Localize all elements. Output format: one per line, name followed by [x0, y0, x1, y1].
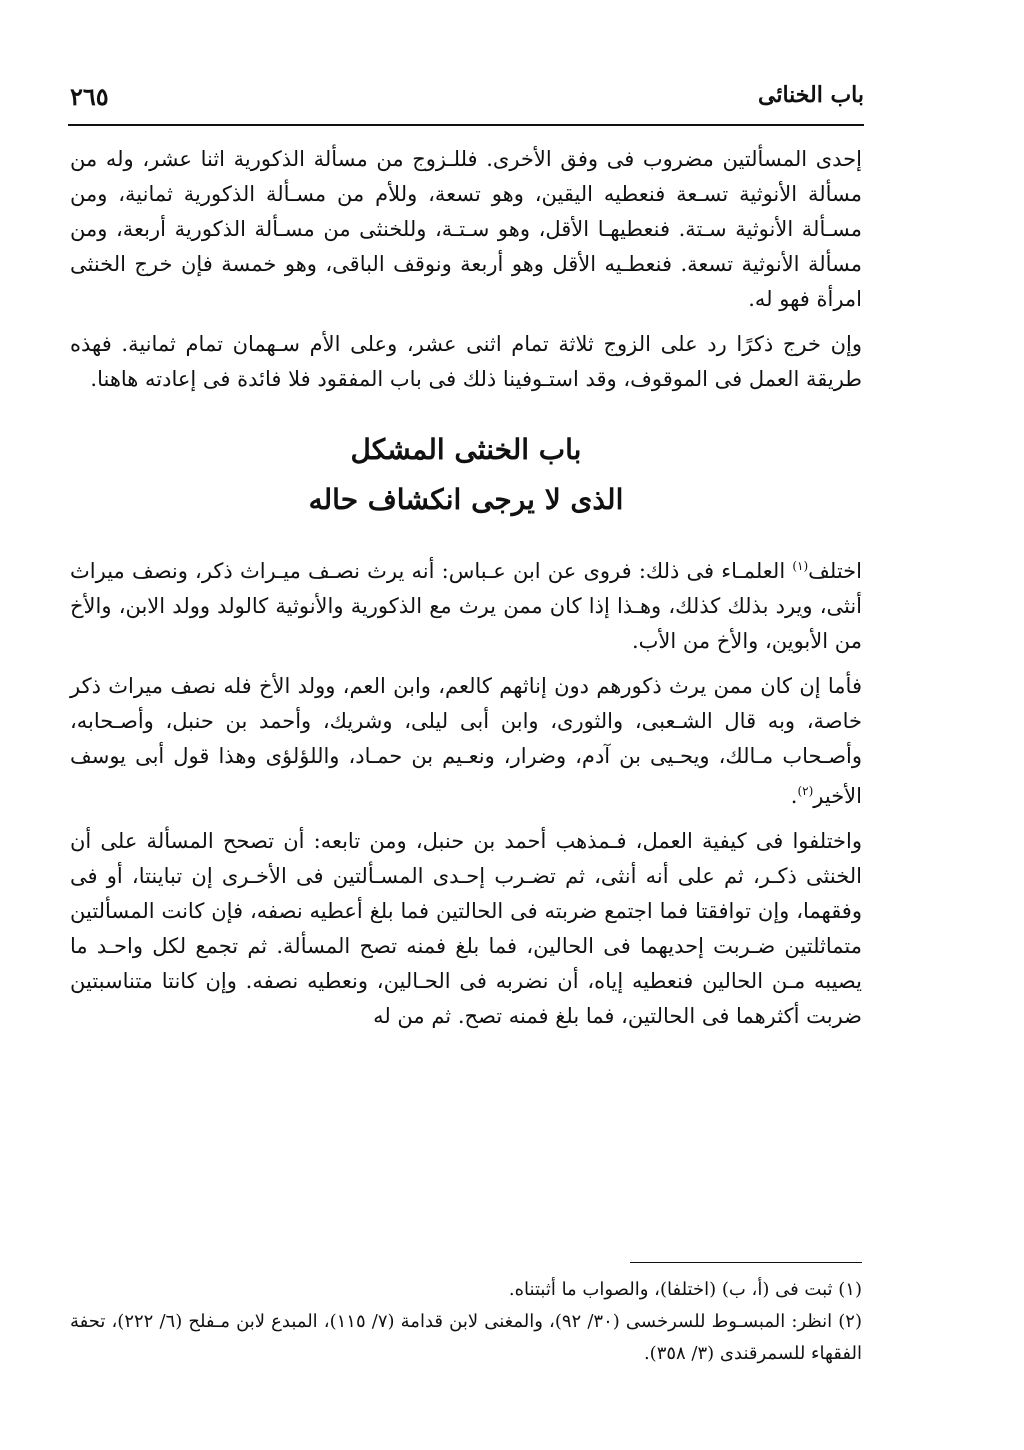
paragraph-3-start: اختلف [808, 559, 862, 583]
paragraph-4 [70, 669, 862, 814]
paragraph-4-end: . [790, 784, 798, 808]
paragraph-5: واختلفوا فى كيفية العمل، فـمذهب أحمد بن حنبل، ومن تابعه: أن تصحح المسألة على أن الخنثى ذكـر، ثم على أنه أنثى، ثم تضـرب إحـدى المسـألتين فى الأخـرى إن تباينتا، أو فى وفقهما، وإن توافقتا فما اجتمع ضربته فى الحالتين فما بلغ أعطيه نصفه، فإن كانت المسألتين متماثلتين ضـربت إحديهما فى الحالين، فما بلغ فمنه تصح المسألة. ثم تجمع لكل واحـد ما يصيبه مـن الحالين فنعطيه إياه، أن نضربه فى الحـالين، ونعطيه نصفه. وإن كانتا متناسبتين ضربت أكثرهما فى الحالتين، فما بلغ فمنه تصح. ثم من له [70, 829, 862, 1028]
section-title [70, 425, 862, 525]
running-title: باب الخنائى [757, 82, 864, 108]
running-head [70, 82, 864, 122]
footnote-ref-1: (١) [792, 559, 809, 573]
paragraph-3-rest: العلمـاء فى ذلك: فروى عن ابن عـباس: أنه يرث نصـف ميـراث ذكر، ونصف ميراث أنثى، ويرد بذلك كذلك، وهـذا إذا كان ممن يرث مع الذكورية والأنوثية كالولد وولد الابن، والأخ من الأبوين، والأخ من الأب. [70, 559, 862, 653]
footnote-rule [630, 1262, 862, 1263]
paragraph-2: وإن خرج ذكرًا رد على الزوج ثلاثة تمام اثنى عشر، وعلى الأم سـهمان تمام ثمانية. فهذه طريقة العمل فى الموقوف، وقد استـوفينا ذلك فى باب المفقود فلا فائدة فى إعادته هاهنا. [70, 332, 862, 391]
section-title-line-2: الذى لا يرجى انكشاف حاله [308, 483, 624, 516]
section-title-line-1: باب الخنثى المشكل [350, 433, 582, 466]
footnote-1: (١) ثبت فى (أ، ب) (اختلفا)، والصواب ما أثبتناه. [508, 1279, 862, 1300]
footnote-ref-2: (٢) [797, 784, 814, 798]
main-text [70, 142, 862, 1044]
paragraph-4-main: فأما إن كان ممن يرث ذكورهم دون إناثهم كالعم، وابن العم، وولد الأخ فله نصف ميراث ذكر خاصة، وبه قال الشـعبى، والثورى، وابن أبى ليلى، وشريك، وأحمد بن حنبل، وأصـحابه، وأصـحاب مـالك، ويحـيى بن آدم، وضرار، ونعـيم بن حمـاد، واللؤلؤى وهذا قول أبى يوسف الأخير [70, 674, 862, 808]
paragraph-3 [70, 549, 862, 659]
paragraph-1: إحدى المسألتين مضروب فى وفق الأخرى. فللـزوج من مسألة الذكورية اثنا عشر، وله من مسألة الأنوثية تسـعة فنعطيه اليقين، وهو تسعة، وللأم من مسـألة الذكورية ثمانية، ومن مسـألة الأنوثية سـتة. فنعطيهـا الأقل، وهو سـتـة، وللخنثى من مسـألة الذكورية أربعة، ومن مسألة الأنوثية تسعة. فنعطـيه الأقل وهو أربعة ونوقف الباقى، وهو خمسة فإن خرج الخنثى امرأة فهو له. [70, 147, 862, 311]
header-rule [68, 124, 864, 126]
footnotes [70, 1274, 862, 1370]
footnote-2: (٢) انظر: المبسـوط للسرخسى (٣٠/ ٩٢)، والمغنى لابن قدامة (٧/ ١١٥)، المبدع لابن مـفلح (٦/ ٢٢٢)، تحفة الفقهاء للسمرقندى (٣/ ٣٥٨). [70, 1311, 862, 1364]
page-number: ٢٦٥ [70, 82, 109, 111]
